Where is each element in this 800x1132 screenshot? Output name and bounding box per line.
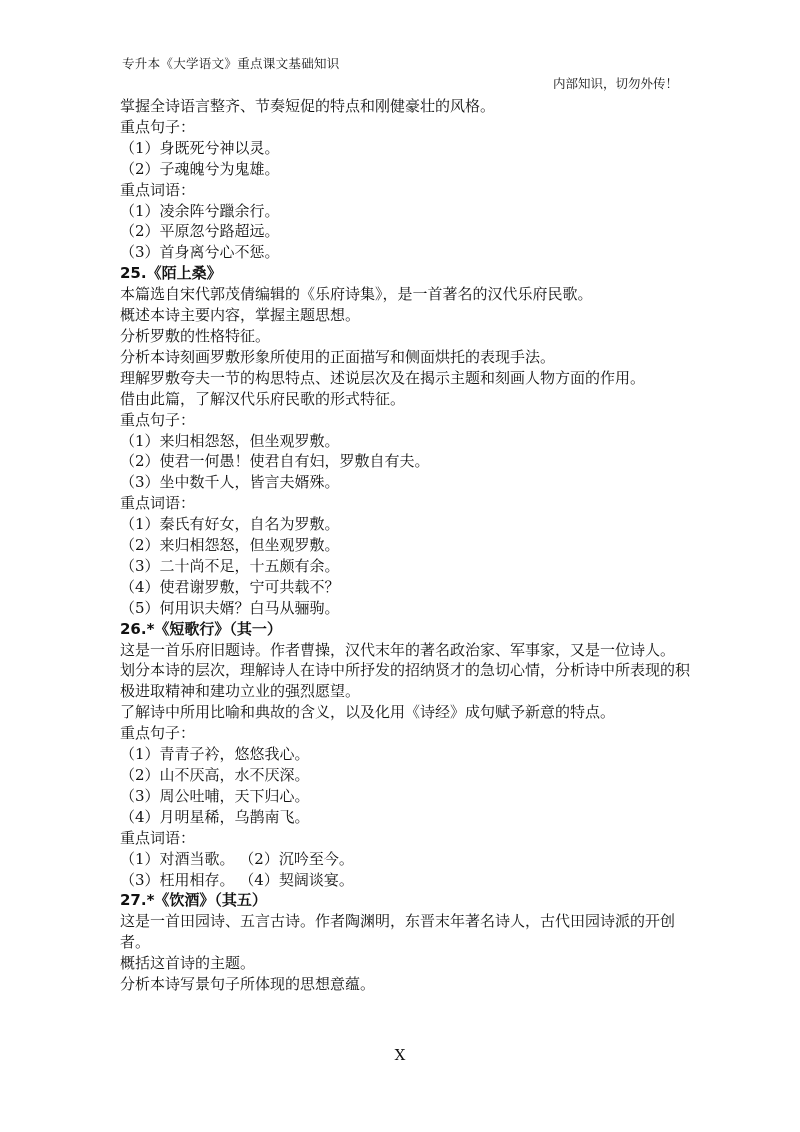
text-line: （2）平原忽兮路超远。 [120,222,280,241]
text-line: 概括这首诗的主题。 [120,954,256,973]
text-line: 分析本诗刻画罗敷形象所使用的正面描写和侧面烘托的表现手法。 [120,347,556,366]
text-line: （2）子魂魄兮为鬼雄。 [120,159,280,178]
running-header-notice: 内部知识，切勿外传！ [552,76,678,91]
text-line: （2）来归相怨怒，但坐观罗敷。 [120,536,340,555]
text-line: 理解罗敷夸夫一节的构思特点、述说层次及在揭示主题和刻画人物方面的作用。 [120,368,646,387]
text-line: （1）来归相怨怒，但坐观罗敷。 [120,431,340,450]
text-line: 了解诗中所用比喻和典故的含义，以及化用《诗经》成句赋予新意的特点。 [120,703,616,722]
text-line: （2）山不厌高，水不厌深。 [120,766,310,784]
text-line: 重点句子： [120,410,196,429]
text-line: （1）秦氏有好女，自名为罗敷。 [120,515,340,534]
running-header-title: 专升本《大学语文》重点课文基础知识 [122,56,340,71]
text-line: 重点词语： [120,828,196,847]
text-line: （3）枉用相存。 （4）契阔谈宴。 [120,870,354,889]
text-line: （3）周公吐哺，天下归心。 [120,786,310,805]
text-line: 本篇选自宋代郭茂倩编辑的《乐府诗集》，是一首著名的汉代乐府民歌。 [120,285,593,304]
text-line: 这是一首田园诗、五言古诗。作者陶渊明，东晋末年著名诗人，古代田园诗派的开创者。 [120,912,676,952]
text-line: （4）月明星稀，乌鹊南飞。 [120,807,310,826]
text-line: （3）坐中数千人，皆言夫婿殊。 [120,473,340,492]
text-line: （4）使君谢罗敷，宁可共载不？ [120,577,340,596]
text-line: （3）首身离兮心不惩。 [120,243,280,262]
section-heading: 25.《陌上桑》 [120,264,222,283]
text-line: 重点词语： [120,494,196,513]
text-line: 借由此篇，了解汉代乐府民歌的形式特征。 [120,389,406,408]
document-body [120,96,690,995]
text-line: 重点词语： [120,180,196,199]
text-line: （2）使君一何愚！使君自有妇，罗敷自有夫。 [120,452,430,471]
text-line: 划分本诗的层次，理解诗人在诗中所抒发的招纳贤才的急切心情，分析诗中所表现的积极进取精神和建功立业的强烈愿望。 [120,661,691,701]
text-line: 分析罗敷的性格特征。 [120,326,271,345]
text-line: （1）身既死兮神以灵。 [120,138,280,157]
section-heading: 26.*《短歌行》（其一） [120,619,282,638]
text-line: 分析本诗写景句子所体现的思想意蕴。 [120,975,376,994]
text-line: 这是一首乐府旧题诗。作者曹操，汉代末年的著名政治家、军事家，又是一位诗人。 [120,640,676,659]
text-line: 重点句子： [120,724,196,743]
page-number: X [394,1046,406,1064]
text-line: （3）二十尚不足，十五颇有余。 [120,556,340,575]
text-line: （1）对酒当歌。 （2）沉吟至今。 [120,849,354,868]
text-line: 概述本诗主要内容，掌握主题思想。 [120,306,361,325]
text-line: （1）青青子衿，悠悠我心。 [120,745,310,764]
text-line: （5）何用识夫婿？白马从骊驹。 [120,598,340,617]
text-line: 掌握全诗语言整齐、节奏短促的特点和刚健豪壮的风格。 [120,97,496,115]
text-line: （1）凌余阵兮躐余行。 [120,201,280,220]
section-heading: 27.*《饮酒》（其五） [120,891,267,910]
text-line: 重点句子： [120,117,196,136]
